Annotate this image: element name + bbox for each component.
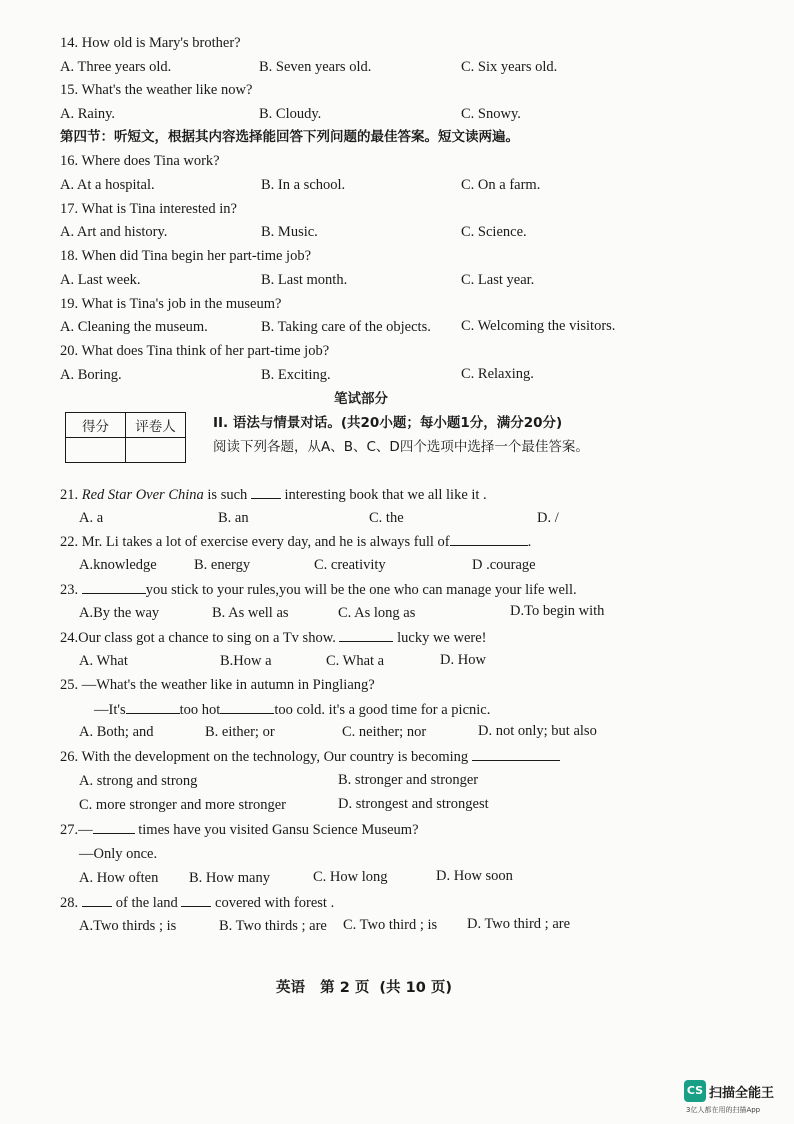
- grader-header: 评卷人: [126, 413, 186, 438]
- option-18a: A. Last week.: [60, 272, 141, 288]
- option-17c: C. Science.: [461, 224, 527, 240]
- option-27b: B. How many: [189, 870, 270, 886]
- question-23: 23. you stick to your rules,you will be the one who can manage your life well.: [60, 582, 577, 598]
- option-16a: A. At a hospital.: [60, 177, 155, 193]
- question-22: 22. Mr. Li takes a lot of exercise every day, and he is always full of .: [60, 534, 532, 550]
- option-25d: D. not only; but also: [478, 723, 597, 739]
- option-24d: D. How: [440, 652, 486, 668]
- option-15b: B. Cloudy.: [259, 106, 322, 122]
- option-20c: C. Relaxing.: [461, 366, 534, 382]
- option-14a: A. Three years old.: [60, 59, 172, 75]
- option-25a: A. Both; and: [79, 724, 154, 740]
- question-17: 17. What is Tina interested in?: [60, 201, 237, 217]
- option-27a: A. How often: [79, 870, 159, 886]
- option-19c: C. Welcoming the visitors.: [461, 318, 616, 334]
- option-24a: A. What: [79, 653, 128, 669]
- question-18: 18. When did Tina begin her part-time job?: [60, 248, 312, 264]
- option-28b: B. Two thirds ; are: [219, 918, 327, 934]
- option-21a: A. a: [79, 510, 104, 526]
- option-23a: A.By the way: [79, 605, 160, 621]
- option-16b: B. In a school.: [261, 177, 346, 193]
- question-28: 28. of the land covered with forest .: [60, 895, 335, 911]
- option-23b: B. As well as: [212, 605, 289, 621]
- option-26c: C. more stronger and more stronger: [79, 797, 286, 813]
- page-footer: 英语 第 2 页 (共 10 页): [276, 980, 452, 996]
- question-19: 19. What is Tina's job in the museum?: [60, 296, 282, 312]
- option-20a: A. Boring.: [60, 367, 122, 383]
- option-25c: C. neither; nor: [342, 724, 427, 740]
- option-20b: B. Exciting.: [261, 367, 331, 383]
- option-24c: C. What a: [326, 653, 385, 669]
- option-17b: B. Music.: [261, 224, 318, 240]
- option-26b: B. stronger and stronger: [338, 772, 479, 788]
- question-16: 16. Where does Tina work?: [60, 153, 220, 169]
- score-table: [65, 412, 186, 463]
- written-section-title: 笔试部分: [334, 391, 388, 407]
- section-4-instruction: 第四节：听短文，根据其内容选择能回答下列问题的最佳答案。短文读两遍。: [60, 129, 519, 145]
- part-2-title: II. 语法与情景对话。(共20小题；每小题1分，满分20分): [213, 415, 563, 431]
- option-14b: B. Seven years old.: [259, 59, 372, 75]
- option-28a: A.Two thirds ; is: [79, 918, 177, 934]
- part-2-instruction: 阅读下列各题，从A、B、C、D四个选项中选择一个最佳答案。: [213, 439, 589, 455]
- option-15c: C. Snowy.: [461, 106, 521, 122]
- option-15a: A. Rainy.: [60, 106, 116, 122]
- camscanner-name: 扫描全能王: [709, 1085, 775, 1101]
- grader-cell: [126, 438, 186, 463]
- option-16c: C. On a farm.: [461, 177, 541, 193]
- option-26d: D. strongest and strongest: [338, 796, 489, 812]
- option-21c: C. the: [369, 510, 404, 526]
- option-18b: B. Last month.: [261, 272, 348, 288]
- question-25: 25. —What's the weather like in autumn in Pingliang?: [60, 677, 375, 693]
- camscanner-tagline: 3亿人都在用的扫描App: [686, 1106, 761, 1114]
- option-25b: B. either; or: [205, 724, 275, 740]
- option-17a: A. Art and history.: [60, 224, 168, 240]
- question-20: 20. What does Tina think of her part-time job?: [60, 343, 330, 359]
- question-27-reply: —Only once.: [79, 846, 158, 862]
- option-22c: C. creativity: [314, 557, 386, 573]
- option-22b: B. energy: [194, 557, 251, 573]
- option-22a: A.knowledge: [79, 557, 157, 573]
- camscanner-logo: CS: [684, 1080, 706, 1102]
- option-21b: B. an: [218, 510, 249, 526]
- option-26a: A. strong and strong: [79, 773, 198, 789]
- option-18c: C. Last year.: [461, 272, 535, 288]
- option-24b: B.How a: [220, 653, 272, 669]
- question-24: 24.Our class got a chance to sing on a Tv show. lucky we were!: [60, 630, 487, 646]
- question-15: 15. What's the weather like now?: [60, 82, 253, 98]
- score-cell: [66, 438, 126, 463]
- question-26: 26. With the development on the technology, Our country is becoming: [60, 747, 560, 766]
- option-22d: D .courage: [472, 557, 536, 573]
- option-19b: B. Taking care of the objects.: [261, 319, 431, 335]
- question-14: 14. How old is Mary's brother?: [60, 35, 241, 51]
- option-28c: C. Two third ; is: [343, 917, 438, 933]
- question-27: 27.— times have you visited Gansu Science Museum?: [60, 822, 419, 838]
- question-21: 21. Red Star Over China is such interesting book that we all like it .: [60, 487, 487, 503]
- question-25-reply: —It's too hot too cold. it's a good time for a picnic.: [94, 702, 491, 718]
- option-21d: D. /: [537, 510, 559, 526]
- option-23c: C. As long as: [338, 605, 416, 621]
- score-header: 得分: [66, 413, 126, 438]
- option-27d: D. How soon: [436, 868, 513, 884]
- option-28d: D. Two third ; are: [467, 916, 571, 932]
- camscanner-watermark: [684, 1080, 775, 1114]
- option-23d: D.To begin with: [510, 603, 605, 619]
- option-19a: A. Cleaning the museum.: [60, 319, 208, 335]
- book-title: Red Star Over China: [81, 487, 204, 503]
- option-14c: C. Six years old.: [461, 59, 558, 75]
- option-27c: C. How long: [313, 869, 388, 885]
